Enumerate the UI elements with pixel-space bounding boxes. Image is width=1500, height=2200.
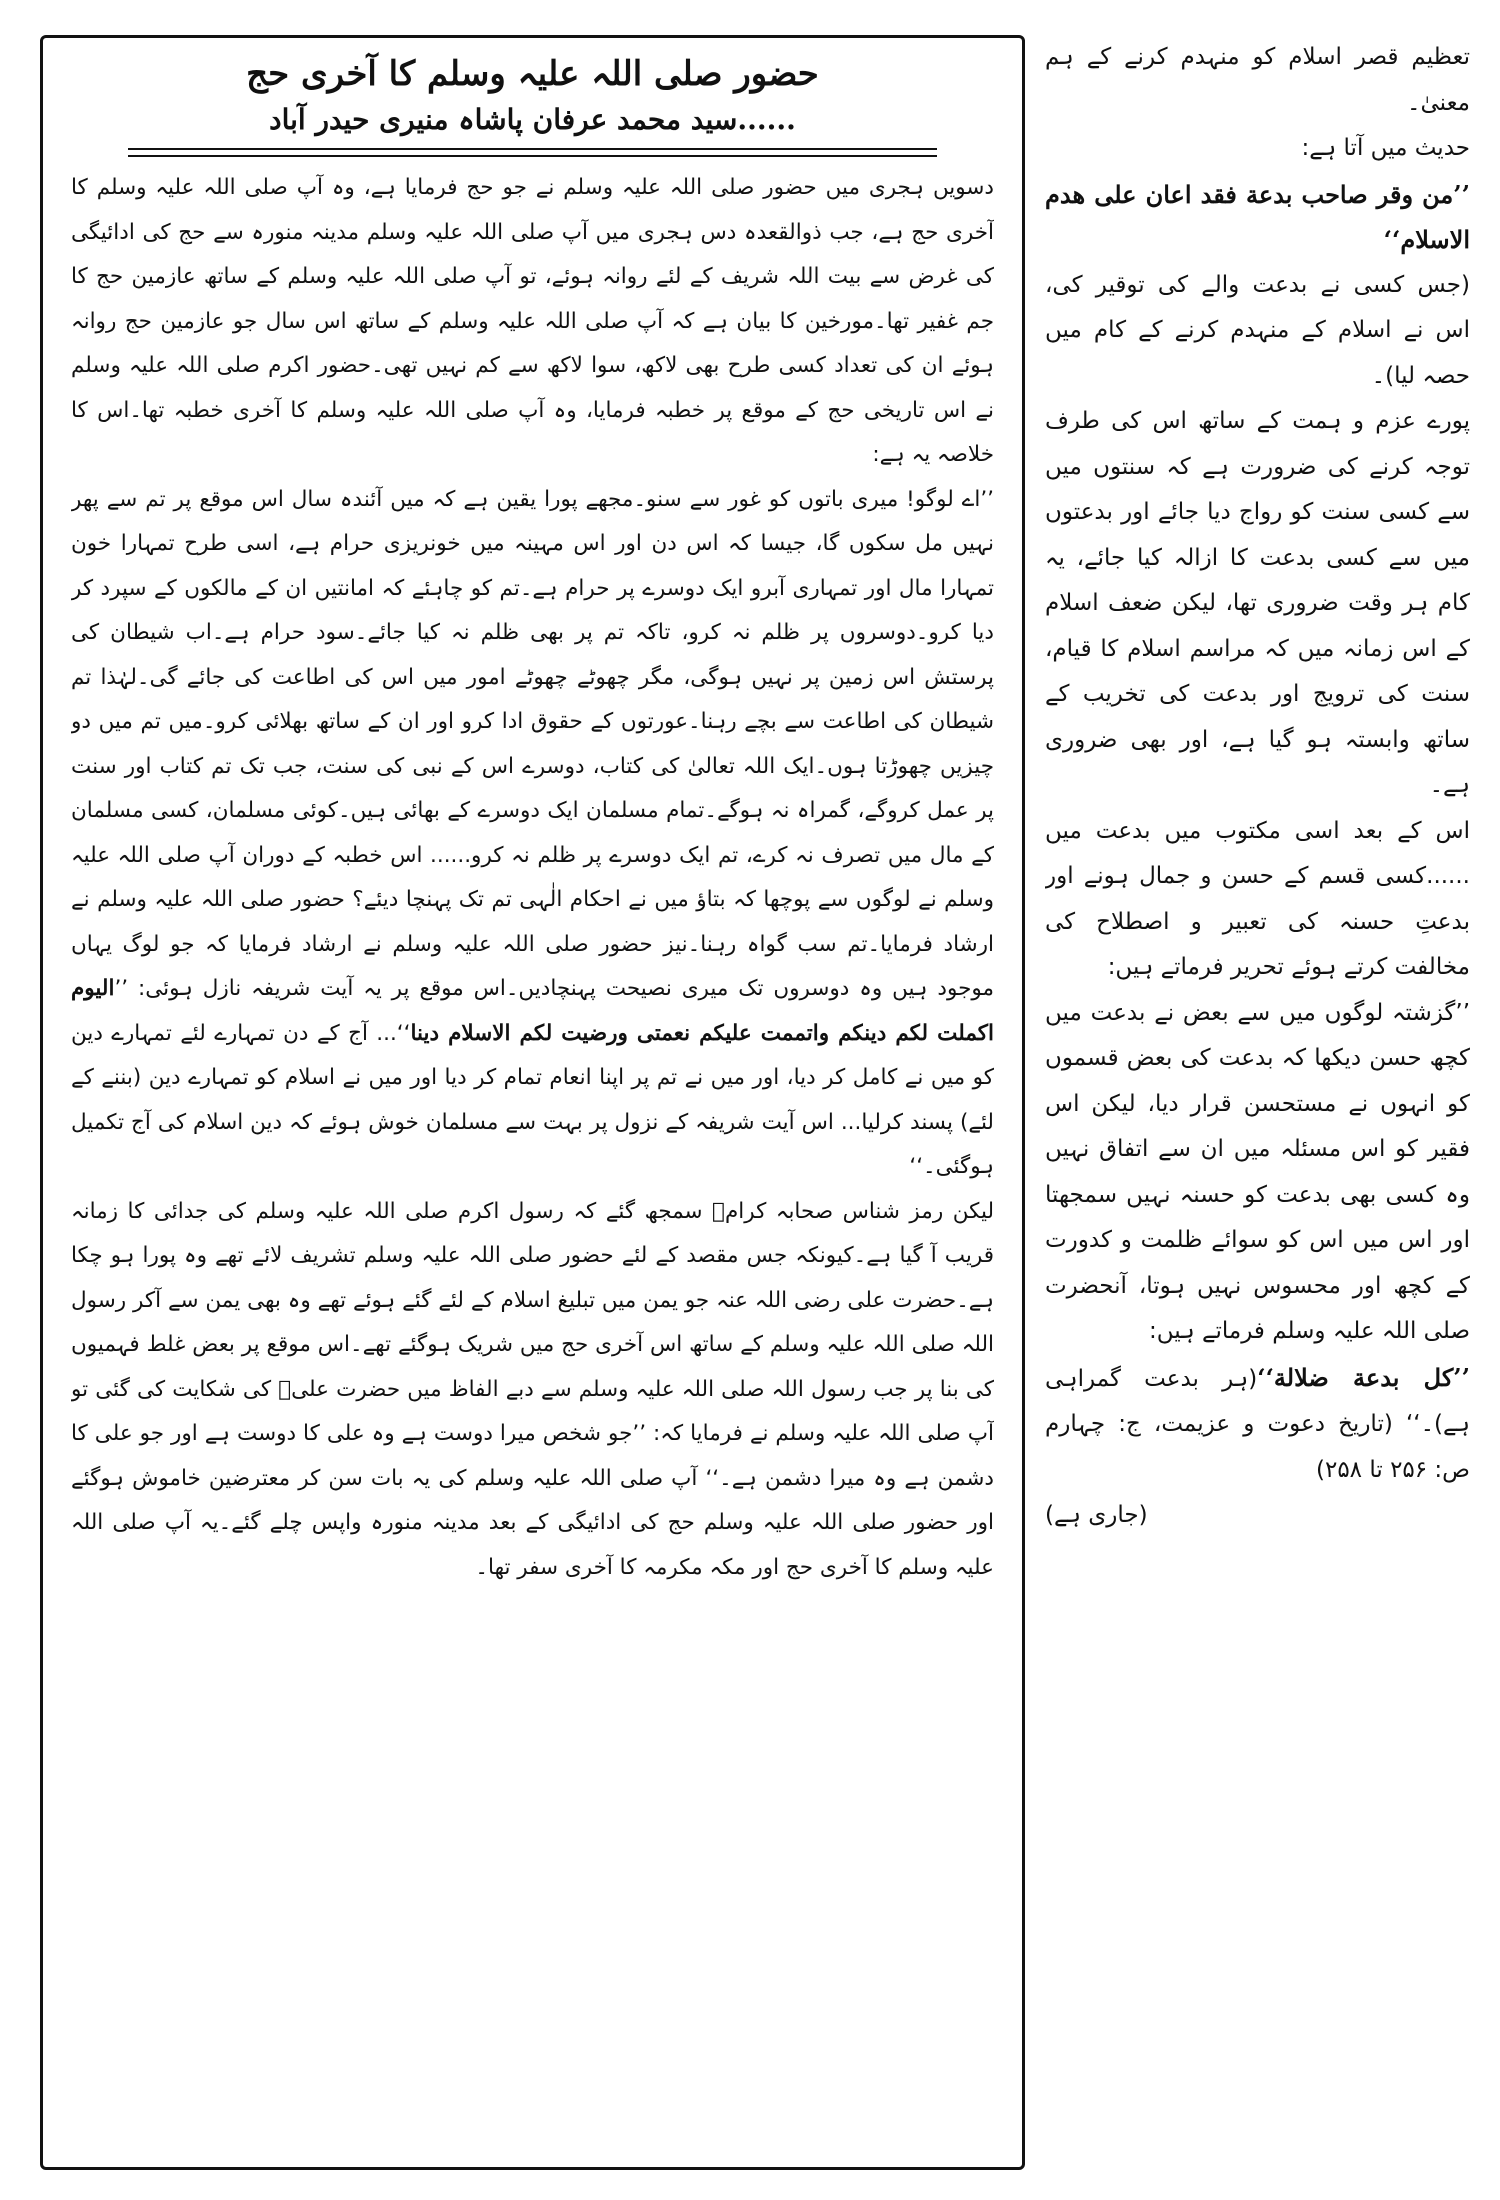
- continued-label: (جاری ہے): [1045, 1502, 1148, 1528]
- side-paragraph-5: پورے عزم و ہمت کے ساتھ اس کی طرف توجہ کرنے کی ضرورت ہے کہ سنتوں میں سے کسی سنت کو رواج دیا جائے اور بدعتوں میں سے کسی بدعت کا ازالہ کیا جائے، یہ کام ہر وقت ضروری تھا، لیکن ضعف اسلام کے اس زمانہ میں کہ مراسم اسلام کا قیام، سنت کی ترویج اور بدعت کی تخریب کے ساتھ وابستہ ہو گیا ہے، اور بھی ضروری ہے۔: [1045, 408, 1470, 798]
- sermon-text: ’’اے لوگو! میری باتوں کو غور سے سنو۔مجھے پورا یقین ہے کہ میں آئندہ سال اس موقع پر تم سے پھر نہیں مل سکوں گا، جیسا کہ اس دن اور اس مہینہ میں خونریزی حرام ہے، اسی طرح تمہارا خون تمہارا مال اور تمہاری آبرو ایک دوسرے پر حرام ہے۔تم کو چاہئے کہ امانتیں ان کے مالکوں کے سپرد کر دیا کرو۔دوسروں پر ظلم نہ کرو، تاکہ تم پر بھی ظلم نہ کیا جائے۔سود حرام ہے۔اب شیطان کی پرستش اس زمین پر نہیں ہوگی، مگر چھوٹے چھوٹے امور میں اس کی اطاعت کی جائے گی۔لہٰذا تم شیطان کی اطاعت سے بچے رہنا۔عورتوں کے حقوق ادا کرو اور ان کے ساتھ بھلائی کرو۔میں تم میں دو چیزیں چھوڑتا ہوں۔ایک اللہ تعالیٰ کی کتاب، دوسرے اس کے نبی کی سنت، جب تک تم کتاب اور سنت پر عمل کروگے، گمراہ نہ ہوگے۔تمام مسلمان ایک دوسرے کے بھائی ہیں۔کوئی مسلمان، کسی مسلمان کے مال میں تصرف نہ کرے، تم ایک دوسرے پر ظلم نہ کرو...... اس خطبہ کے دوران آپ صلی اللہ علیہ وسلم نے لوگوں سے پوچھا کہ بتاؤ میں نے احکام الٰہی تم تک پہنچا دیئے؟ حضور صلی اللہ علیہ وسلم نے ارشاد فرمایا۔تم سب گواہ رہنا۔نیز حضور صلی اللہ علیہ وسلم نے ارشاد فرمایا کہ جو لوگ یہاں موجود ہیں وہ دوسروں تک میری نصیحت پہنچادیں۔اس موقع پر یہ آیت شریفہ نازل ہوئی: ’’: [71, 486, 994, 1001]
- title-divider-second: [128, 155, 937, 157]
- side-paragraph-8: [1045, 1355, 1470, 1494]
- title-divider: [128, 148, 937, 150]
- article-body: [71, 166, 994, 2147]
- hadith-translation: (جس کسی نے بدعت والے کی توقیر کی، اس نے اسلام کے منہدم کرنے کے کام میں حصہ لیا)۔: [1045, 271, 1470, 389]
- hadith-arabic: ’’من وقر صاحب بدعة فقد اعان علی هدم الاسلام‘‘: [1045, 179, 1470, 254]
- hadith-arabic-2: ’’کل بدعة ضلالة‘‘: [1257, 1362, 1470, 1392]
- article-paragraph-3: لیکن رمز شناس صحابہ کرامؓ سمجھ گئے کہ رسول اکرم صلی اللہ علیہ وسلم کی جدائی کا زمانہ قریب آ گیا ہے۔کیونکہ جس مقصد کے لئے حضور صلی اللہ علیہ وسلم تشریف لائے تھے وہ پورا ہو چکا ہے۔حضرت علی رضی اللہ عنہ جو یمن میں تبلیغ اسلام کے لئے گئے ہوئے تھے وہ بھی یمن سے آکر رسول اللہ صلی اللہ علیہ وسلم کے ساتھ اس آخری حج میں شریک ہوگئے تھے۔اس موقع پر بعض غلط فہمیوں کی بنا پر جب رسول اللہ صلی اللہ علیہ وسلم سے دبے الفاظ میں حضرت علیؓ کی شکایت کی گئی تو آپ صلی اللہ علیہ وسلم نے فرمایا کہ: ’’جو شخص میرا دوست ہے وہ علی کا دوست ہے اور جو علی کا دشمن ہے وہ میرا دشمن ہے۔‘‘ آپ صلی اللہ علیہ وسلم کی یہ بات سن کر معترضین خاموش ہوگئے اور حضور صلی اللہ علیہ وسلم حج کی ادائیگی کے بعد مدینہ منورہ واپس چلے گئے۔یہ آپ صلی اللہ علیہ وسلم کا آخری حج اور مکہ مکرمہ کا آخری سفر تھا۔: [71, 1198, 994, 1580]
- side-quote: ’’گزشتہ لوگوں میں سے بعض نے بدعت میں کچھ حسن دیکھا کہ بدعت کی بعض قسموں کو انہوں نے مستحسن قرار دیا، لیکن اس فقیر کو اس مسئلہ میں ان سے اتفاق نہیں وہ کسی بھی بدعت کو حسنہ نہیں سمجھتا اور اس میں اس کو سوائے ظلمت و کدورت کے کچھ اور محسوس نہیں ہوتا، آنحضرت صلی اللہ علیہ وسلم فرماتے ہیں:: [1045, 999, 1470, 1344]
- article-paragraph-sermon: [71, 478, 994, 1190]
- sermon-text-continued: ‘‘... آج کے دن تمہارے لئے تمہارے دین کو میں نے کامل کر دیا، اور میں نے تم پر اپنا انعام تمام کر دیا اور میں نے اسلام کو تمہارے دین (بننے کے لئے) پسند کرلیا... اس آیت شریفہ کے نزول پر بہت سے مسلمان خوش ہوئے کہ دین اسلام کی آج تکمیل ہوگئی۔‘‘: [71, 1020, 994, 1179]
- side-column: [1045, 35, 1470, 2170]
- side-paragraph-6: اس کے بعد اسی مکتوب میں بدعت میں ......کسی قسم کے حسن و جمال ہونے اور بدعتِ حسنہ کی تعبیر و اصطلاح کی مخالفت کرتے ہوئے تحریر فرماتے ہیں:: [1045, 817, 1470, 980]
- hadith-translation-2: (ہر بدعت گمراہی ہے)۔‘‘ (تاریخ دعوت و عزیمت، ج: چہارم ص: ۲۵۶ تا ۲۵۸): [1045, 1365, 1470, 1483]
- article-box: [40, 35, 1025, 2170]
- article-author: ......سید محمد عرفان پاشاہ منیری حیدر آباد: [269, 103, 796, 136]
- quran-verse: الیوم اکملت لکم دینکم واتممت علیکم نعمتی ورضیت لکم الاسلام دینا: [71, 976, 994, 1046]
- article-title: حضور صلی اللہ علیہ وسلم کا آخری حج: [246, 54, 819, 94]
- article-paragraph-1: دسویں ہجری میں حضور صلی اللہ علیہ وسلم نے جو حج فرمایا ہے، وہ آپ صلی اللہ علیہ وسلم کا آخری حج ہے، جب ذوالقعدہ دس ہجری میں آپ صلی اللہ علیہ وسلم مدینہ منورہ سے حج کی ادائیگی کی غرض سے بیت اللہ شریف کے لئے روانہ ہوئے، تو آپ صلی اللہ علیہ وسلم کے ساتھ عازمین حج کا جم غفیر تھا۔مورخین کا بیان ہے کہ آپ صلی اللہ علیہ وسلم کے ساتھ اس سال جو عازمین حج روانہ ہوئے ان کی تعداد کسی طرح بھی لاکھ، سوا لاکھ سے کم نہیں تھی۔حضور اکرم صلی اللہ علیہ وسلم نے اس تاریخی حج کے موقع پر خطبہ فرمایا، وہ آپ صلی اللہ علیہ وسلم کا آخری خطبہ تھا۔اس کا خلاصہ یہ ہے:: [71, 175, 994, 467]
- side-paragraph-1: تعظیم قصر اسلام کو منہدم کرنے کے ہم معنیٰ۔: [1045, 44, 1470, 116]
- side-paragraph-2: حدیث میں آتا ہے:: [1301, 135, 1470, 161]
